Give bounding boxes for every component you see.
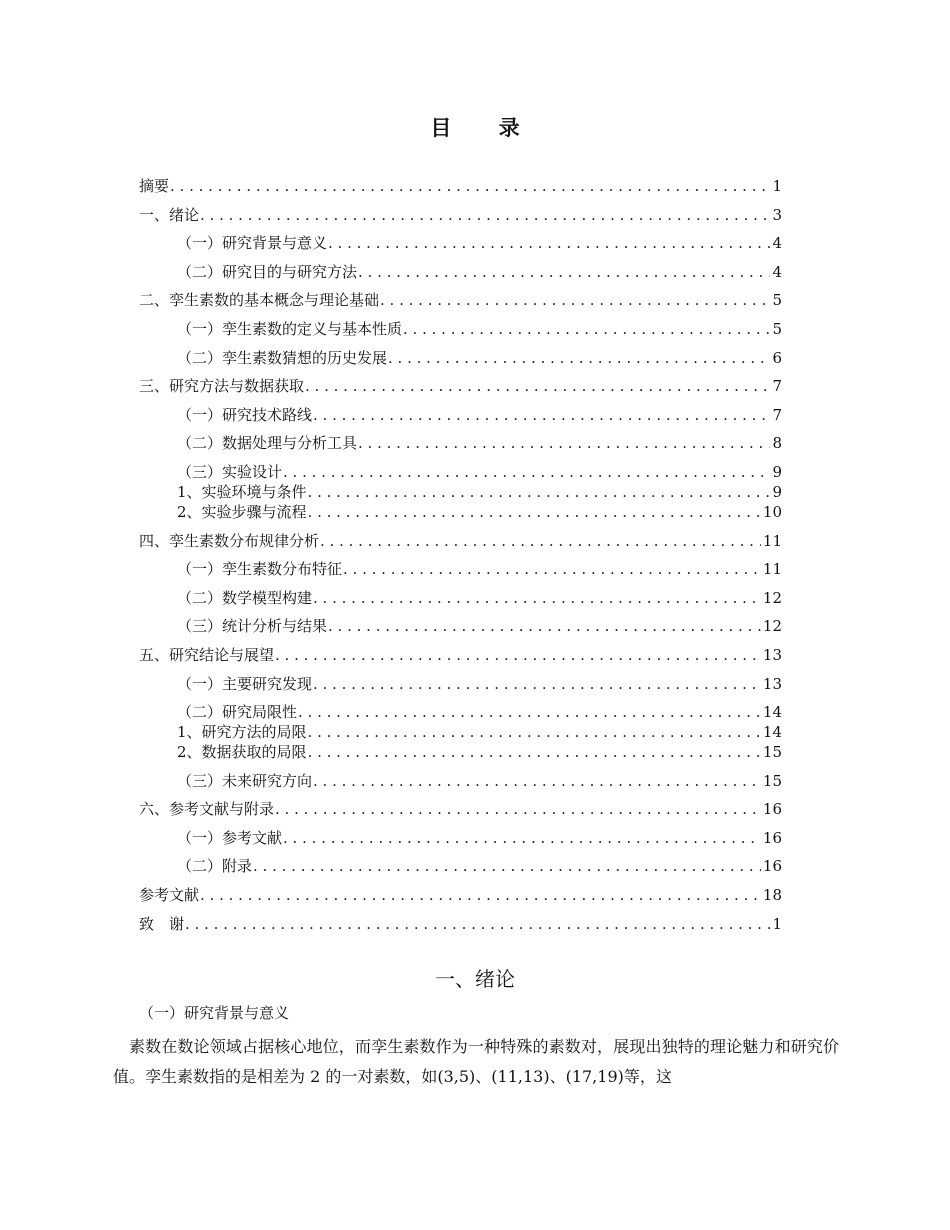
toc-entry[interactable] (139, 702, 782, 722)
toc-entry-page: 16 (762, 800, 782, 819)
toc-entry[interactable] (139, 319, 782, 339)
toc-entry-label: 二、孪生素数的基本概念与理论基础 (139, 291, 380, 310)
toc-entry[interactable] (139, 376, 782, 396)
toc-entry-label: （一）研究技术路线 (177, 405, 313, 424)
toc-entry-label: （二）附录 (177, 857, 253, 876)
toc-entry-label: （一）研究背景与意义 (177, 234, 328, 253)
toc-entry-label: 四、孪生素数分布规律分析 (139, 531, 320, 550)
toc-entry[interactable] (139, 502, 782, 522)
toc-entry-page: 15 (762, 743, 782, 762)
toc-entry[interactable] (139, 559, 782, 579)
toc-dot-leader (308, 722, 761, 742)
toc-entry-page: 3 (772, 205, 782, 224)
toc-entry-label: 1、实验环境与条件 (177, 482, 307, 501)
section-heading: （一）研究背景与意义 (139, 1004, 290, 1022)
toc-entry[interactable] (139, 616, 782, 636)
toc-entry-page: 14 (762, 703, 782, 722)
toc-dot-leader (388, 348, 770, 368)
toc-entry-page: 13 (762, 674, 782, 693)
toc-entry-page: 7 (772, 377, 782, 396)
toc-dot-leader (380, 290, 770, 310)
toc-entry[interactable] (139, 205, 782, 225)
toc-entry[interactable] (139, 348, 782, 368)
toc-dot-leader (403, 319, 770, 339)
toc-entry-label: （一）孪生素数的定义与基本性质 (177, 319, 403, 338)
toc-dot-leader (308, 502, 761, 522)
toc-entry-label: 1、研究方法的局限 (177, 723, 307, 742)
toc-dot-leader (320, 531, 761, 551)
toc-dot-leader (328, 233, 770, 253)
toc-entry[interactable] (139, 799, 782, 819)
toc-entry[interactable] (139, 462, 782, 482)
toc-entry[interactable] (139, 742, 782, 762)
toc-entry-label: （一）主要研究发现 (177, 674, 313, 693)
toc-entry-label: （二）研究局限性 (177, 703, 298, 722)
toc-entry-page: 4 (772, 262, 782, 281)
toc-dot-leader (308, 742, 761, 762)
toc-entry[interactable] (139, 482, 782, 502)
toc-entry-label: （三）统计分析与结果 (177, 617, 328, 636)
toc-entry-page: 15 (762, 771, 782, 790)
toc-entry-page: 9 (772, 482, 782, 501)
toc-dot-leader (358, 433, 770, 453)
toc-entry-label: 一、绪论 (139, 205, 200, 224)
toc-dot-leader (185, 914, 770, 934)
body-paragraph: 素数在数论领域占据核心地位，而孪生素数作为一种特殊的素数对，展现出独特的理论魅力和研究价值。孪生素数指的是相差为 2 的一对素数，如(3,5)、(11,13)、(17,19)等，这 (113, 1037, 839, 1086)
toc-dot-leader (305, 376, 770, 396)
toc-entry-page: 11 (762, 531, 782, 550)
toc-entry-label: 2、实验步骤与流程 (177, 502, 307, 521)
toc-entry-label: （三）实验设计 (177, 462, 283, 481)
chapter-heading: 一、绪论 (435, 967, 515, 991)
toc-entry-page: 10 (762, 502, 782, 521)
toc-entry[interactable] (139, 433, 782, 453)
toc-dot-leader (298, 702, 761, 722)
toc-entry-page: 11 (762, 560, 782, 579)
toc-entry-page: 5 (772, 291, 782, 310)
toc-dot-leader (313, 674, 761, 694)
toc-entry-page: 1 (772, 914, 782, 933)
toc-entry-label: 摘要 (139, 177, 170, 195)
toc-dot-leader (283, 462, 770, 482)
toc-entry-page: 18 (762, 886, 782, 905)
toc-entry-page: 12 (762, 617, 782, 636)
toc-dot-leader (200, 885, 761, 905)
toc-entry-page: 16 (762, 828, 782, 847)
toc-entry[interactable] (139, 914, 782, 934)
toc-entry-page: 5 (772, 319, 782, 338)
toc-dot-leader (313, 588, 761, 608)
toc-entry[interactable] (139, 674, 782, 694)
toc-entry-label: （二）数据处理与分析工具 (177, 434, 358, 453)
toc-entry-page: 1 (772, 177, 782, 195)
toc-dot-leader (313, 771, 761, 791)
toc-entry-page: 16 (762, 857, 782, 876)
toc-entry[interactable] (139, 531, 782, 551)
toc-entry-page: 4 (772, 234, 782, 253)
toc-entry-page: 12 (762, 588, 782, 607)
toc-entry-label: 参考文献 (139, 886, 200, 905)
toc-entry-label: 六、参考文献与附录 (139, 800, 275, 819)
toc-entry-label: 五、研究结论与展望 (139, 645, 275, 664)
toc-entry-label: 2、数据获取的局限 (177, 743, 307, 762)
toc-entry-label: （二）孪生素数猜想的历史发展 (177, 348, 388, 367)
toc-dot-leader (275, 799, 761, 819)
toc-entry-page: 13 (762, 645, 782, 664)
toc-entry[interactable] (139, 828, 782, 848)
table-of-contents (139, 176, 782, 934)
toc-entry-label: 三、研究方法与数据获取 (139, 377, 305, 396)
toc-entry[interactable] (139, 771, 782, 791)
toc-entry[interactable] (139, 176, 782, 196)
toc-dot-leader (283, 828, 761, 848)
toc-title: 目 录 (430, 116, 540, 140)
toc-dot-leader (253, 856, 761, 876)
toc-entry-label: （一）孪生素数分布特征 (177, 560, 343, 579)
toc-dot-leader (313, 405, 770, 425)
toc-entry[interactable] (139, 588, 782, 608)
toc-entry[interactable] (139, 885, 782, 905)
toc-entry-label: （二）研究目的与研究方法 (177, 262, 358, 281)
toc-entry[interactable] (139, 233, 782, 253)
toc-dot-leader (200, 205, 770, 225)
toc-dot-leader (170, 176, 770, 196)
toc-entry[interactable] (139, 290, 782, 310)
toc-dot-leader (328, 616, 761, 636)
toc-entry-page: 7 (772, 405, 782, 424)
toc-dot-leader (308, 482, 771, 502)
toc-entry[interactable] (139, 722, 782, 742)
toc-entry-page: 6 (772, 348, 782, 367)
toc-entry[interactable] (139, 645, 782, 665)
toc-entry[interactable] (139, 262, 782, 282)
toc-entry-label: 致 谢 (139, 914, 185, 933)
toc-entry-label: （一）参考文献 (177, 828, 283, 847)
toc-entry[interactable] (139, 405, 782, 425)
toc-dot-leader (275, 645, 761, 665)
toc-entry-page: 14 (762, 723, 782, 742)
toc-dot-leader (343, 559, 761, 579)
toc-entry[interactable] (139, 856, 782, 876)
toc-dot-leader (358, 262, 770, 282)
toc-entry-page: 9 (772, 462, 782, 481)
toc-entry-page: 8 (772, 434, 782, 453)
toc-entry-label: （三）未来研究方向 (177, 771, 313, 790)
toc-entry-label: （二）数学模型构建 (177, 588, 313, 607)
